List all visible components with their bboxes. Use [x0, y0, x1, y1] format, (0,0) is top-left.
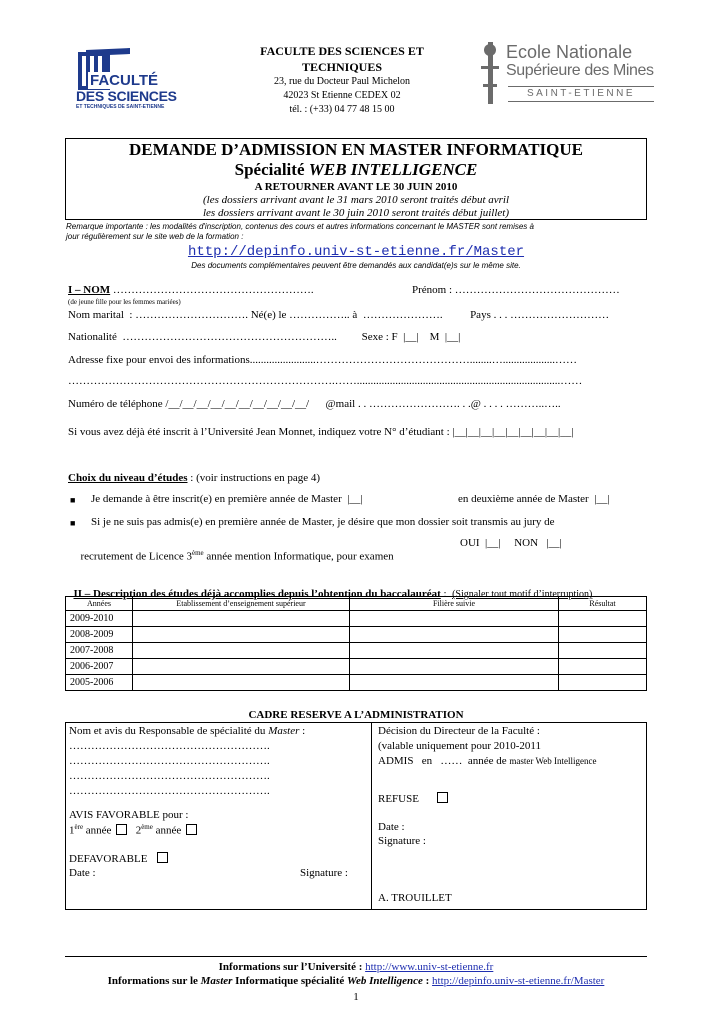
row-year: 2005-2006 [66, 675, 133, 691]
responsable-title-text: Nom et avis du Responsable de spécialité du [69, 725, 269, 737]
col-etablissement: Etablissement d’enseignement supérieur [133, 597, 350, 611]
faculty-logo-line2: DES SCIENCES [76, 88, 177, 104]
cell-filiere[interactable] [350, 611, 559, 627]
choice-oui-non[interactable]: OUI |__| NON |__| [460, 537, 562, 549]
faculty-phone: tél. : (+33) 04 77 48 15 00 [289, 104, 395, 115]
avis-favorable: AVIS FAVORABLE pour : [69, 809, 189, 821]
admin-right-date[interactable]: Date : [378, 821, 405, 833]
row-year: 2009-2010 [66, 611, 133, 627]
remark-url-wrap [65, 242, 647, 260]
refuse-label: REFUSE [378, 793, 419, 805]
admin-left [69, 724, 367, 799]
university-link[interactable]: http://www.univ-st-etienne.fr [365, 961, 494, 973]
footer-master-b: Informatique spécialité [232, 975, 347, 987]
footer-master-link[interactable]: http://depinfo.univ-st-etienne.fr/Master [432, 975, 605, 987]
choice-m1[interactable]: Je demande à être inscrit(e) en première année de Master |__| [91, 493, 363, 505]
speciality-prefix: Spécialité [234, 160, 309, 179]
bullet-2: ■ [70, 518, 76, 528]
cell-resultat[interactable] [559, 611, 647, 627]
phone-email-line[interactable]: Numéro de téléphone /__/__/__/__/__/__/__/__/__/__/ @mail . . ……………………. . .@ . . . . ………..….. [68, 398, 561, 410]
admin-left-date[interactable]: Date : [69, 867, 96, 879]
admis-label: ADMIS en …… année de [378, 755, 510, 767]
footer-master-a: Informations sur le [107, 975, 201, 987]
remark-text-1: Remarque importante : les modalités d'inscription, contenus des cours et autres informations concernant le MASTER sont remises à [66, 222, 534, 231]
annee2-sup: ème [141, 823, 153, 831]
cell-etablissement[interactable] [133, 659, 350, 675]
annee1-num: 1 [69, 824, 75, 837]
col-annees: Années [66, 597, 133, 611]
speciality-line [65, 160, 647, 180]
director-validity: (valable uniquement pour 2010-2011 [378, 740, 542, 752]
choice-l3-line [75, 537, 394, 563]
annee2-num: 2 [135, 824, 142, 837]
bullet-1: ■ [70, 495, 76, 505]
table-row [66, 659, 647, 675]
defavorable-line [69, 852, 168, 865]
deadline-note-1: (les dossiers arrivant avant le 31 mars 2010 seront traités début avril [202, 194, 510, 206]
faculty-logo-line3: ET TECHNIQUES DE SAINT-ETIENNE [76, 104, 165, 110]
deadline-note-2: les dossiers arrivant avant le 30 juin 2010 seront traités début juillet) [202, 207, 510, 219]
table-row [66, 675, 647, 691]
admin-heading: CADRE RESERVE A L’ADMINISTRATION [248, 709, 464, 721]
choice-l3-sup: ème [191, 549, 204, 557]
row-year: 2007-2008 [66, 643, 133, 659]
studies-table [65, 596, 647, 691]
student-number-line[interactable]: Si vous avez déjà été inscrit à l’Université Jean Monnet, indiquez votre N° d’étudiant : |__|__|__|__|__|__|__|__|__| [68, 426, 574, 438]
footer-master-wi: Web Intelligence [347, 975, 423, 987]
footer-master-line [65, 975, 647, 987]
choice-heading: Choix du niveau d’études [68, 472, 188, 484]
admis-line[interactable] [378, 754, 644, 769]
responsable-dots-3[interactable]: ………………………………………………. [69, 770, 270, 782]
mines-logo-line3: SAINT-ETIENNE [508, 86, 654, 102]
cell-resultat[interactable] [559, 627, 647, 643]
faculty-name-line2: TECHNIQUES [301, 60, 383, 74]
section1-heading: I – NOM [68, 284, 111, 296]
row-year: 2008-2009 [66, 627, 133, 643]
footer-rule [65, 956, 647, 957]
page-number: 1 [353, 991, 359, 1003]
admin-right [378, 724, 644, 769]
faculty-city: 42023 St Etienne CEDEX 02 [283, 90, 401, 101]
choice-l3-text-b: année mention Informatique, pour examen [203, 550, 394, 563]
deadline: A RETOURNER AVANT LE 30 JUIN 2010 [254, 181, 458, 193]
cell-etablissement[interactable] [133, 643, 350, 659]
responsable-title [69, 724, 367, 739]
choice-heading-tail: : (voir instructions en page 4) [187, 472, 321, 484]
annee2-checkbox[interactable] [186, 824, 197, 835]
responsable-title-master: Master [268, 725, 300, 737]
master-site-link[interactable]: http://depinfo.univ-st-etienne.fr/Master [187, 244, 525, 260]
faculty-name-line1: FACULTE DES SCIENCES ET [260, 44, 424, 58]
annee2-label: année [152, 824, 182, 837]
page-title: DEMANDE D’ADMISSION EN MASTER INFORMATIQUE [129, 140, 583, 159]
section2-heading: II – Description des études déjà accomplies depuis l’obtention du baccalauréat [73, 588, 441, 600]
mines-logo [478, 40, 658, 108]
marital-birth-line[interactable]: Nom marital : …………………………. Né(e) le …………….. à …………………. Pays . . . ……………………… [68, 309, 610, 321]
table-row [66, 643, 647, 659]
section2-heading-sep: : [440, 588, 453, 600]
section2-note: (Signaler tout motif d’interruption) [452, 589, 593, 600]
footer-univ-label: Informations sur l’Université : [218, 961, 366, 973]
col-filiere: Filière suivie [350, 597, 559, 611]
responsable-title-end: : [299, 725, 306, 737]
choice-heading-line [68, 472, 320, 484]
cell-etablissement[interactable] [133, 611, 350, 627]
cell-resultat[interactable] [559, 643, 647, 659]
cell-etablissement[interactable] [133, 627, 350, 643]
defavorable-checkbox[interactable] [157, 852, 168, 863]
col-resultat: Résultat [559, 597, 647, 611]
admin-divider [371, 722, 372, 910]
address-line-1[interactable]: Adresse fixe pour envoi des informations........................……………………………………........…...................…… [68, 354, 578, 366]
mines-logo-line2: Supérieure des Mines [506, 62, 654, 79]
director-decision-title: Décision du Directeur de la Faculté : [378, 725, 540, 737]
studies-table-header [66, 597, 647, 611]
responsable-dots-1[interactable]: ………………………………………………. [69, 740, 270, 752]
footer-master-c: : [422, 975, 433, 987]
annee1-checkbox[interactable] [116, 824, 127, 835]
table-row [66, 627, 647, 643]
footer-univ-line [65, 961, 647, 973]
maiden-name-note: (de jeune fille pour les femmes mariées) [68, 298, 181, 306]
faculty-logo [72, 46, 190, 112]
cell-filiere[interactable] [350, 627, 559, 643]
responsable-dots-4[interactable]: ………………………………………………. [69, 785, 270, 797]
annee1-label: année [83, 824, 112, 837]
cell-filiere[interactable] [350, 643, 559, 659]
cell-filiere[interactable] [350, 675, 559, 691]
cell-resultat[interactable] [559, 675, 647, 691]
faculty-logo-line1: FACULTÉ [90, 72, 159, 89]
remark-text-2: jour régulièrement sur le site web de la formation : [66, 232, 244, 241]
refuse-line [378, 792, 448, 805]
responsable-dots-2[interactable]: ………………………………………………. [69, 755, 270, 767]
table-row [66, 611, 647, 627]
cell-filiere[interactable] [350, 659, 559, 675]
cell-etablissement[interactable] [133, 675, 350, 691]
choice-m2[interactable]: en deuxième année de Master |__| [458, 493, 610, 505]
nom-field[interactable]: ………………………………………………. [110, 284, 314, 296]
admin-left-signature[interactable]: Signature : [300, 867, 348, 879]
director-name: A. TROUILLET [378, 892, 452, 904]
mines-logo-line1: Ecole Nationale [506, 42, 633, 62]
nom-line [68, 284, 314, 296]
faculty-street: 23, rue du Docteur Paul Michelon [273, 76, 411, 87]
nationality-sex-line[interactable]: Nationalité ………………………………………………….. Sexe : F |__| M |__| [68, 331, 461, 343]
title-block [65, 140, 647, 220]
footer-master-i: Master [200, 975, 233, 987]
admin-right-signature[interactable]: Signature : [378, 835, 426, 847]
address-line-2[interactable]: ……………………………………………………………….……..........................................................................…… [68, 375, 583, 387]
cell-resultat[interactable] [559, 659, 647, 675]
prenom-field[interactable]: Prénom : ……………………………………… [412, 284, 620, 296]
choice-transfer-text: Si je ne suis pas admis(e) en première année de Master, je désire que mon dossier soit transmis au jury de [91, 516, 555, 528]
speciality-name: WEB INTELLIGENCE [308, 160, 478, 179]
admis-master-name: master Web Intelligence [509, 756, 597, 766]
remark-docs: Des documents complémentaires peuvent être demandés aux candidat(e)s sur le même site. [191, 261, 521, 270]
choice-l3-text-a: recrutement de Licence 3 [80, 550, 192, 563]
faculty-address-block [222, 43, 462, 117]
annee1-sup: ère [74, 823, 84, 831]
refuse-checkbox[interactable] [437, 792, 448, 803]
defavorable-label: DEFAVORABLE [69, 853, 148, 865]
annee-choices [69, 823, 197, 837]
row-year: 2006-2007 [66, 659, 133, 675]
mines-logo-emblem [478, 40, 502, 106]
